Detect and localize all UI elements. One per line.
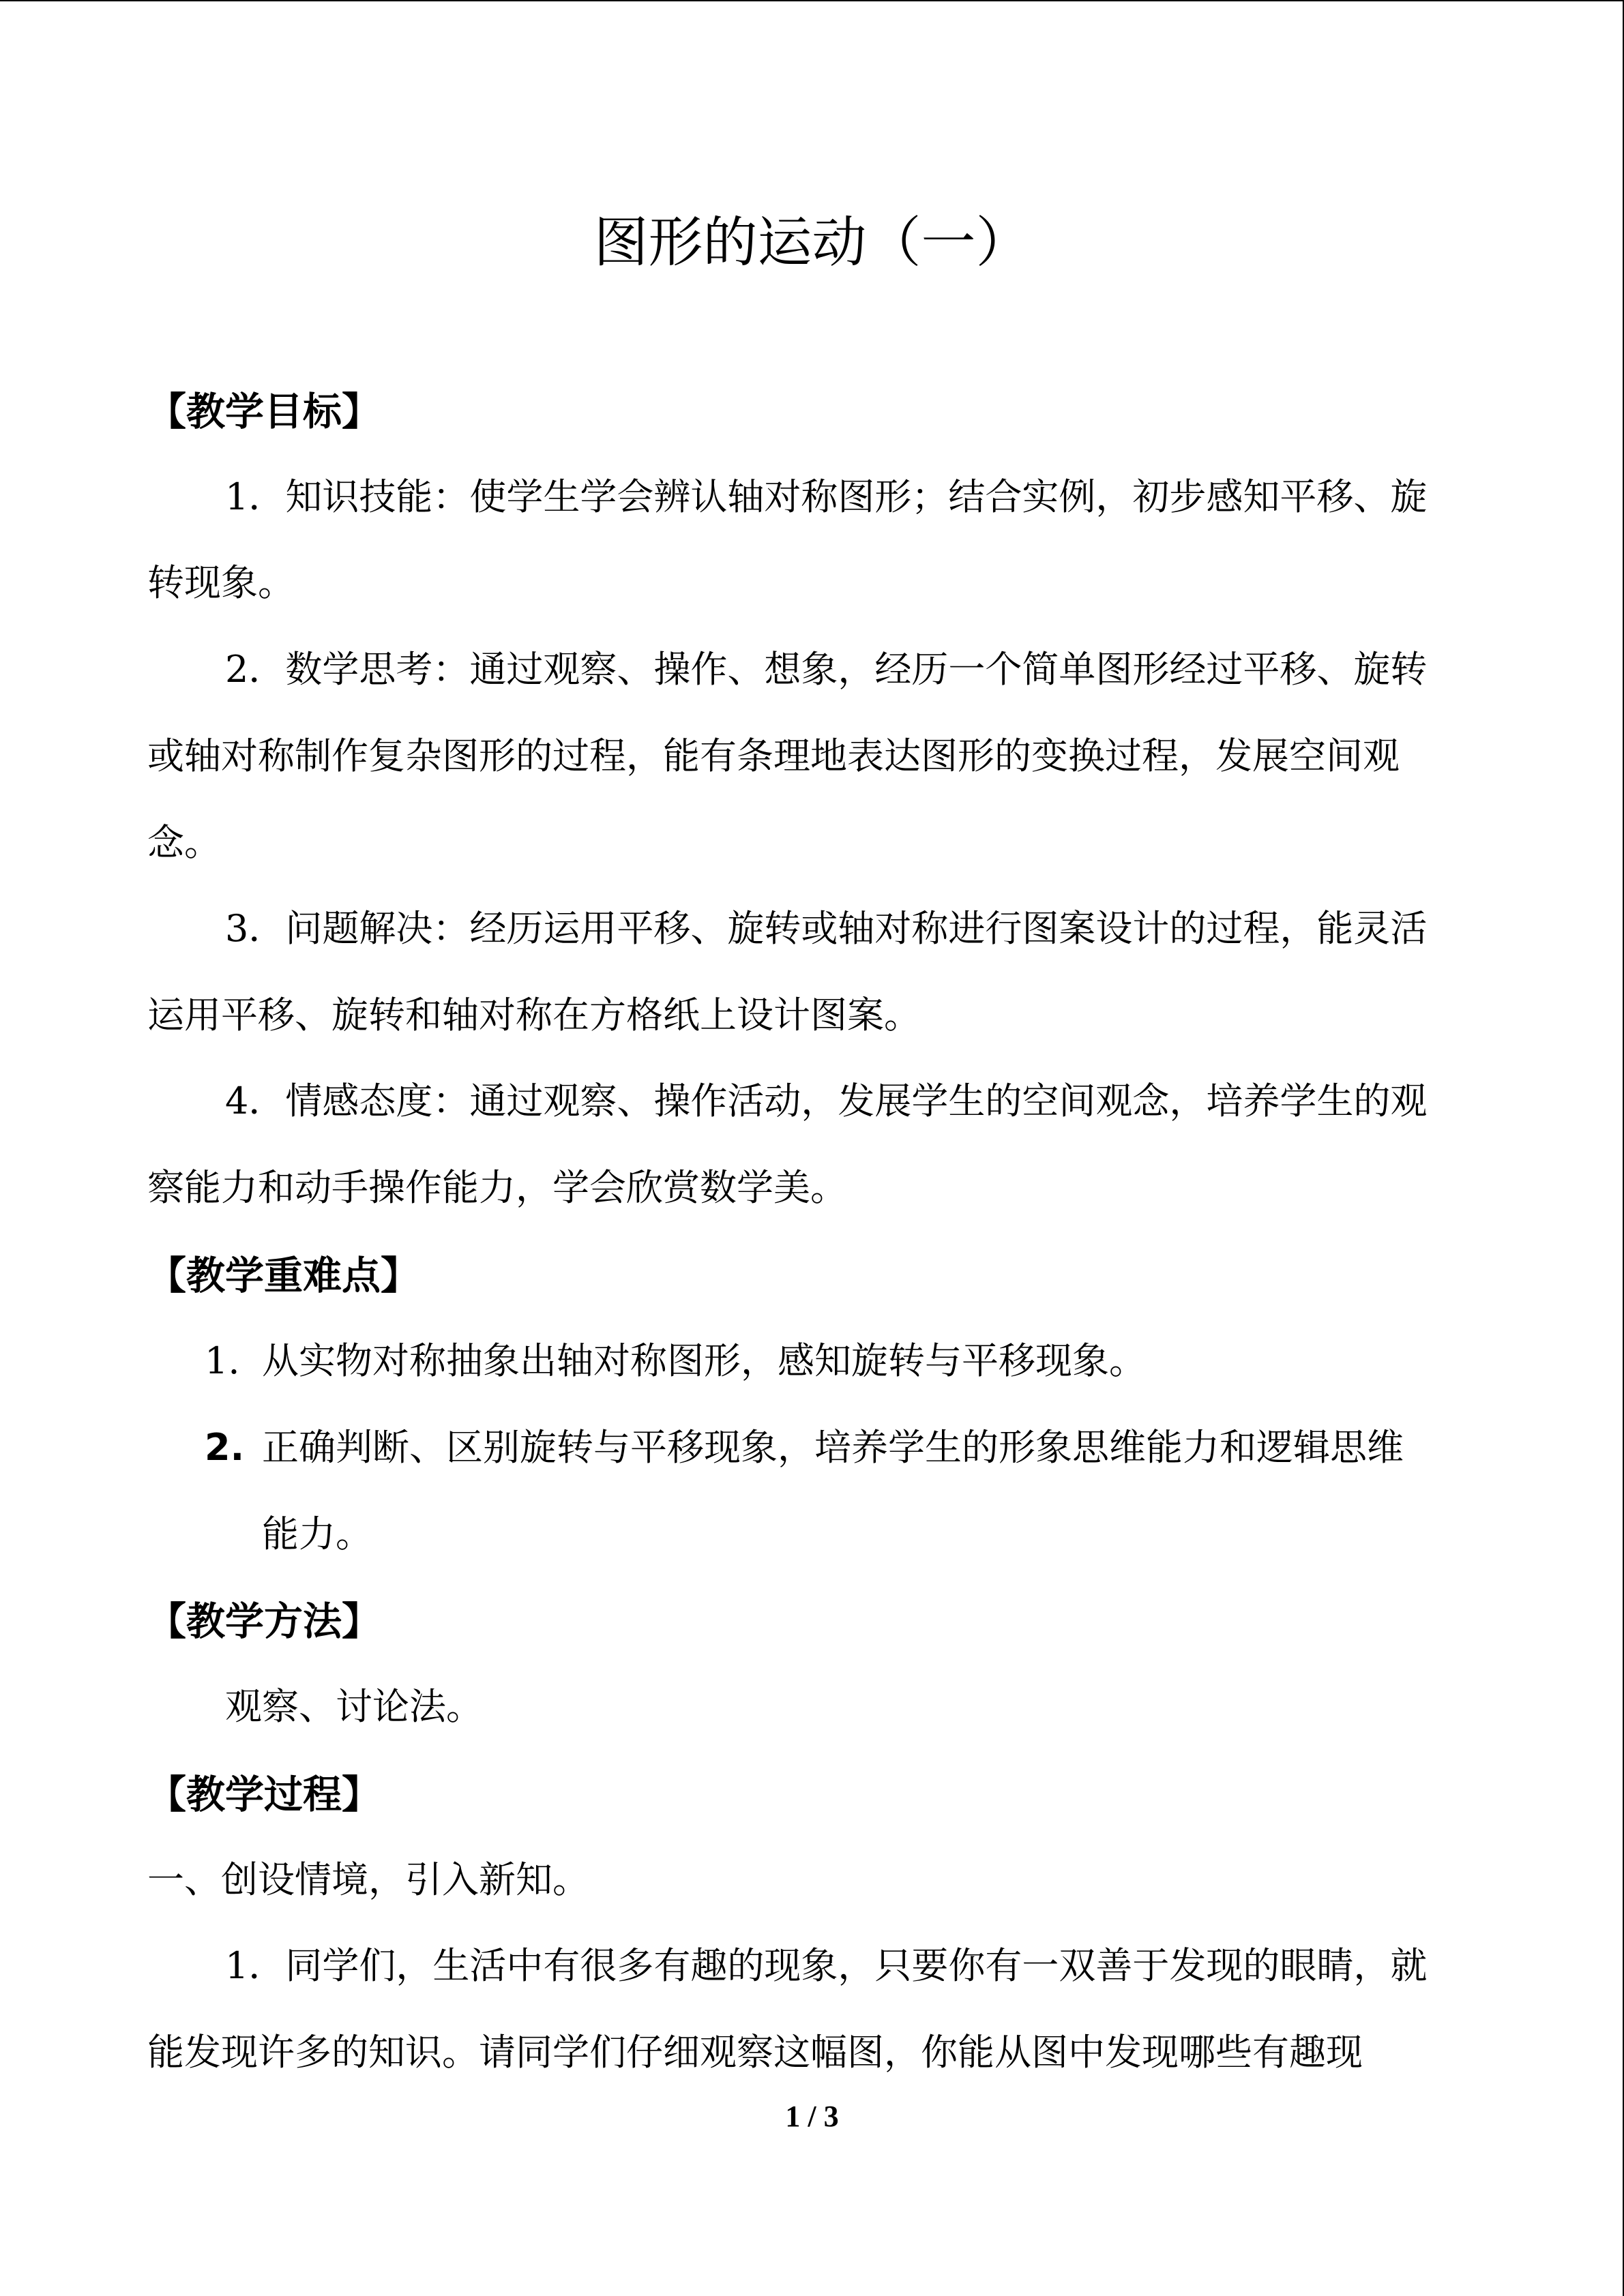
section-heading-key-points: 【教学重难点】 — [147, 1253, 419, 1298]
page-number: 1 / 3 — [785, 2100, 839, 2133]
objective-2-line-1: 2．数学思考：通过观察、操作、想象，经历一个简单图形经过平移、旋转 — [225, 648, 1428, 691]
page-title: 图形的运动（一） — [593, 211, 1031, 274]
process-part-1-title: 一、创设情境，引入新知。 — [147, 1858, 589, 1901]
section-heading-process: 【教学过程】 — [147, 1772, 381, 1817]
key-point-1-text: 从实物对称抽象出轴对称图形，感知旋转与平移现象。 — [262, 1339, 1146, 1382]
key-point-2-line-2: 能力。 — [262, 1512, 372, 1555]
objective-1-line-1: 1．知识技能：使学生学会辨认轴对称图形；结合实例，初步感知平移、旋 — [225, 475, 1428, 518]
key-point-1-number: 1. — [205, 1339, 240, 1382]
methods-text: 观察、讨论法。 — [225, 1685, 483, 1728]
objective-3-line-2: 运用平移、旋转和轴对称在方格纸上设计图案。 — [147, 994, 921, 1037]
section-heading-methods: 【教学方法】 — [147, 1599, 381, 1644]
process-item-1-line-1: 1．同学们，生活中有很多有趣的现象，只要你有一双善于发现的眼睛，就 — [225, 1944, 1428, 1987]
key-point-2-number: 2. — [205, 1426, 245, 1469]
key-point-2-line-1: 正确判断、区别旋转与平移现象，培养学生的形象思维能力和逻辑思维 — [262, 1426, 1404, 1469]
objective-4-line-1: 4．情感态度：通过观察、操作活动，发展学生的空间观念，培养学生的观 — [225, 1079, 1428, 1122]
objective-1-line-2: 转现象。 — [147, 561, 295, 604]
objective-2-line-2: 或轴对称制作复杂图形的过程，能有条理地表达图形的变换过程，发展空间观 — [147, 734, 1400, 777]
process-item-1-line-2: 能发现许多的知识。请同学们仔细观察这幅图，你能从图中发现哪些有趣现 — [147, 2031, 1363, 2074]
objective-2-line-3: 念。 — [147, 821, 221, 864]
objective-4-line-2: 察能力和动手操作能力，学会欣赏数学美。 — [147, 1166, 847, 1209]
objective-3-line-1: 3．问题解决：经历运用平移、旋转或轴对称进行图案设计的过程，能灵活 — [225, 907, 1428, 950]
section-heading-objectives: 【教学目标】 — [147, 389, 381, 434]
